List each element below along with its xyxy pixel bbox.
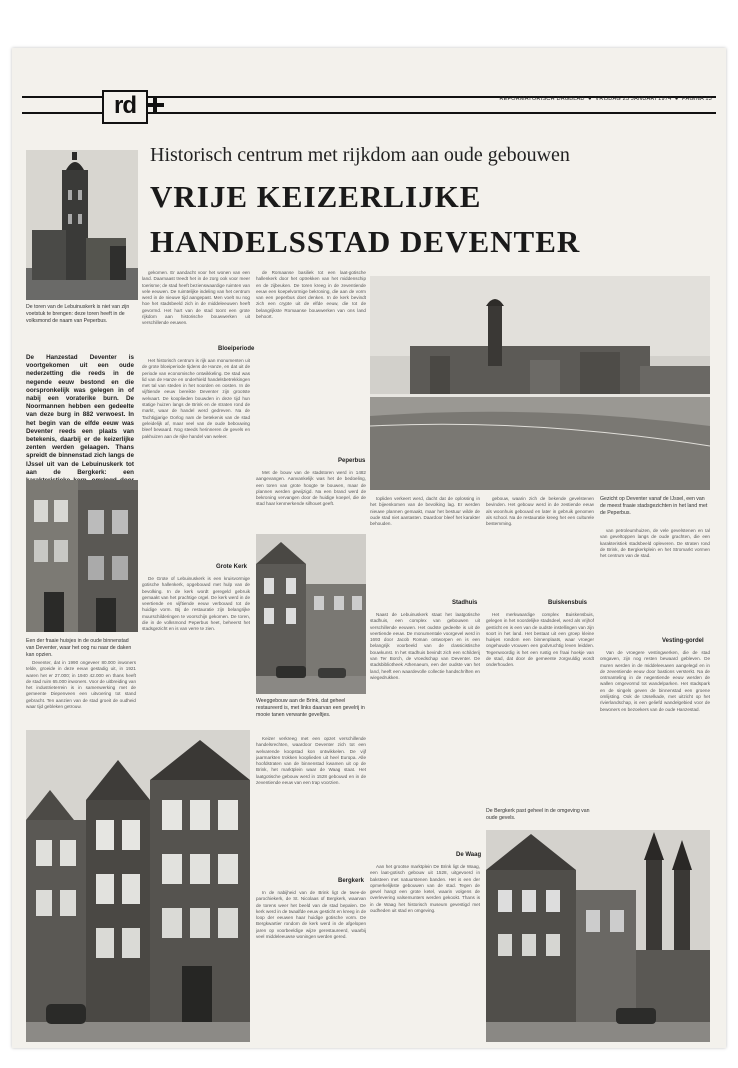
column-1-text (26, 660, 136, 716)
subhead-vesting-gordel: Vesting-gordel (662, 638, 704, 644)
column-4-top (370, 496, 480, 596)
masthead (22, 88, 716, 122)
subhead-de-waag: De Waag (456, 852, 482, 858)
caption-brink: Weeggebouw aan de Brink, dat geheel restaureerd is, met links daarvan een gevelrij in mooie tanen verwante geveltjes. (256, 698, 365, 718)
photo-lebuinus-tower (26, 150, 138, 300)
subhead-stadhuis: Stadhuis (452, 600, 478, 606)
paragraph: Het historisch centrum is rijk aan monumenten uit de grote bloeiperiode tijdens de Hanze, en dat uit de periode van economische ontwikkeling. De stad was lid van de Hanze en onderhield handelsbetrekkingen met tal van steden in het noorden en oosten. In de vijftiende eeuw bereikte Deventer zijn grootste welvaart. De kooplieden bouwden in deze tijd hun statige huizen langs de Brink en de straten rond de markt, waar de handel werd gedreven. Na de Tachtigjarige Oorlog nam de betekenis van de stad geleidelijk af, maar veel van de oude bebouwing bleef bewaard. Nog steeds herinneren de gevels en pakhuizen aan de rijke handel van weleer. (142, 358, 250, 439)
paragraph: Van de vroegere vestingwerken, die de stad omgaven, zijn nog resten bewaard gebleven. De muren werden in de middeleeuwen aangelegd en in de zeventiende eeuw door bastions versterkt. Na de ontmanteling in de negentiende eeuw werden de wallen omgevormd tot wandelparken. Het stadspark en de singels geven de binnenstad een groene omlijsting. Ook de IJsselkade, met uitzicht op het rivierlandschap, is een geliefd wandelgebied voor de bewoners en bezoekers van de oude Hanzestad. (600, 650, 710, 712)
subhead-bloeiperiode: Bloeiperiode (218, 346, 255, 352)
caption-facades: Een der fraaie huisjes in de oude binnenstad van Deventer, waar het oog nu naar de daken kan opzien. (26, 638, 132, 658)
subheadline: Historisch centrum met rijkdom aan oude gebouwen (150, 144, 570, 166)
column-3-middle (256, 736, 366, 876)
column-2-middle (142, 358, 250, 568)
subhead-grote-kerk: Grote Kerk (216, 564, 248, 570)
photo-historic-houses (26, 730, 250, 1042)
column-2-top (142, 270, 250, 342)
caption-tower: De toren van de Lebuinuskerk is niet van zijn voetstuk te brengen: deze toren heeft in de volksmond de naam van Peperbus. (26, 304, 130, 324)
subhead-bergkerk: Bergkerk (338, 878, 365, 884)
paragraph: van petroleumhuizen, de vele gevelstenen en tal van geveltoppen langs de oude grachten, die een karakteristiek stadsbeeld opleveren. De straten rond de Brink, de Bergkerkplein en het Stromarkt vormen het centrum van de stad. (600, 528, 710, 559)
photo-bergkerk (486, 830, 710, 1042)
column-6-vesting (600, 650, 710, 826)
paragraph: In de nabijheid van de Brink ligt de twee-de parochiekerk, de St. Nicolaas of Bergkerk, waarvan de torens weer het beeld van de stad bepalen. De kerk werd in de twaalfde eeuw gesticht en kreeg in de loop der eeuwen haar huidige gotische vorm. De Bergkwartier rondom de kerk werd in de afgelopen jaren op voorbeeldige wijze gerestaureerd, waarbij veel middeleeuwse woningen werden gered. (256, 890, 366, 940)
column-3-peperbus (256, 470, 366, 530)
column-6-top (600, 528, 710, 636)
caption-bergkerk: De Bergkerk past geheel in de omgeving van oude gevels. (486, 808, 590, 821)
photo-facades (26, 480, 138, 632)
photo-skyline-ijssel (370, 276, 710, 490)
newspaper-page (12, 48, 726, 1048)
column-3-bottom (256, 890, 366, 1040)
column-4-waag (370, 864, 480, 1040)
photo-brink (256, 534, 366, 694)
masthead-info: REFORMATORISCH DAGBLAD ● VRIJDAG 25 JANUARI 1974 ● PAGINA 13 (499, 96, 712, 102)
paragraph: De Grote of Lebuinuskerk is een kruisvormige gotische hallenkerk, opgebouwd met hulp van de bevolking. In de kerk wordt geregeld gebruik gemaakt van het prachtige orgel. De kerk werd in de veertiende en vijftiende eeuw verbouwd tot de huidige vorm. Bij de restauratie zijn belangrijke muurschilderingen te voorschijn gekomen. De toren, die in de volksmond Peperbus heet, beheerst het stadsgezicht en is van verre te zien. (142, 576, 250, 632)
column-3-top (256, 270, 366, 454)
paragraph: Aan het grootse marktplein De Brink ligt de Waag, een laat-gotisch gebouw uit 1528, uitgevoerd in baksteen met natuurstenen banden. Het is een der opmerkelijkste gebouwen van de stad. Tegen de gevel hangt een grote ketel, waarin volgens de overlevering valsemunters werden gekookt. Thans is in de Waag het historisch museum gevestigd met oudheden uit stad en omgeving. (370, 864, 480, 914)
column-5-top (486, 496, 594, 596)
paragraph: Deventer, dat in 1990 ongeveer 80.000 inwoners telde, groeide in deze eeuw gestadig uit, in 1921 waren het er 27.000; in 1940 42.000 en thans heeft de stad ruim 65.000 inwoners. Voor de uitbreiding van het industrieterrein is in samenwerking met de gemeente Diepenveen een uitvoering tot stand gebracht. Ten aanzien van de stad groeit de oudheid waar tijd gebleken getrouw. (26, 660, 136, 710)
paragraph: Met de bouw van de stadstoren werd in 1482 aangevangen. Aanvankelijk was het de bedoeling, een toren van grote hoogte te bouwen, maar de plannen werden gewijzigd. Na een brand werd de bekroning vervangen door de huidige koepel, die de stad haar kenmerkende silhouet geeft. (256, 470, 366, 507)
paragraph: Naast de Lebuinuskerk staat het laatgotische stadhuis, een complex van gebouwen uit verschillende eeuwen. Het oudste gedeelte is uit de veertiende eeuw. De monumentale voorgevel werd in 1693 door Jacob Roman ontworpen en is een belangrijk voorbeeld van de classicistische bouwkunst. In het stadhuis bevindt zich een schilderij van Ter Borch, de vroedschap van Deventer. De stadsbibliotheek Athenaeum, een der oudste van het land, heeft een waardevolle collectie handschriften en wiegedrukken. (370, 612, 480, 680)
paragraph: Keizer verkreeg met een opzet verschillende handelsrechten, waardoor Deventer zich tot een welvarende koopstad kon ontwikkelen. De vijf jaarmarkten trokken kooplieden uit heel Europa. Alle hoofdstraten van de binnenstad kwamen uit op de Brink, het marktplein waar de Waag staat. Het laatgotische gebouw werd in 1528 gebouwd en in de zeventiende eeuw van een trap voorzien. (256, 736, 366, 786)
paragraph: topliden verkeert werd, dacht dat de oplossing in het bijeenkomen van de bevolking lag. Er werden nieuwe plannen gemaakt, maar het bestuur wilde de oude stad niet aantasten. Daardoor bleef het karakter behouden. (370, 496, 480, 527)
headline-line-2: HANDELSSTAD DEVENTER (150, 224, 581, 259)
issue-date: VRIJDAG 25 JANUARI 1974 (595, 96, 672, 102)
subhead-buiskensbuis: Buiskensbuis (548, 600, 588, 606)
column-4-stadhuis (370, 612, 480, 848)
headline-line-1: VRIJE KEIZERLIJKE (150, 179, 482, 214)
paragraph: de Romaanse basiliek tot een laat-gotische hallenkerk door het optrekken van het middenschip en de zijbeuken. De toren kreeg in de zeventiende eeuw een koepelvormige bekroning, die aan de vorm van een peperbus doet denken. In de kerk bevindt zich een crypte uit de elfde eeuw, die tot de belangrijkste Romaanse bouwwerken van ons land behoort. (256, 270, 366, 320)
column-2-bottom (142, 576, 250, 726)
article-intro: De Hanzestad Deventer is voortgekomen uit een oude nederzetting die reeds in de negende eeuw bestond en die oorspronkelijk was gelegen in of nabij een voraterike burn. De Noormannen hebben een gedeelte van deze burg in 882 verwoest. In het begin van de elfde eeuw was Deventer reeds een plaats van betekenis, daarbij er de keizerlijke zenten werden gelaagen. Thans spreidt de binnenstad zich langs de IJssel uit van de Lebuinuskerk tot aan de Bergkerk: een (26, 354, 134, 476)
paragraph: gekomen. Er aandacht voor het wonen van een land. Daarnaast treedt het in de zorg ook voor meer toerisme; de stad heeft bezienswaardige ruimten van vele eeuwen. De ruimtelijke indeling van het centrum werd in de nieuwe tijd aangepast. Men voelt nu nog hoe het stadsbeeld zich in de middeleeuwen heeft gevormd. Het hart van de stad toont een grote rijkdom aan historische bouwwerken uit verschillende eeuwen. (142, 270, 250, 326)
paragraph: gebouw, waarin zich de bekende gevelstenen bevinden. Het gebouw werd in de zestiende eeuw als woonhuis gebouwd en later in gebruik genomen als school. Na de restauratie kreeg het een culturele bestemming. (486, 496, 594, 527)
column-5-buiskensbuis (486, 612, 594, 804)
paragraph: Het merkwaardige complex Buiskensbuis, gelegen in het noordelijke stadsdeel, werd als vrijhof gesticht en is een van de oudste instellingen van zijn soort in het land. Het bestaat uit een groep kleine huisjes rondom een binnenplaats, waar vroeger ongehuwde vrouwen een godvruchtig leven leidden. Tegenwoordig is het een rustig en fraai hoekje van de stad, dat door de gemeente zorgvuldig wordt onderhouden. (486, 612, 594, 668)
rd-logo: rd (102, 90, 148, 124)
page-number: PAGINA 13 (682, 96, 712, 102)
caption-skyline: Gezicht op Deventer vanaf de IJssel, een van de meest fraaie stadsgezichten in het land met de Peperbus. (600, 496, 708, 516)
subhead-peperbus: Peperbus (338, 458, 366, 464)
paper-name: REFORMATORISCH DAGBLAD (499, 96, 585, 102)
cross-icon (146, 96, 164, 114)
